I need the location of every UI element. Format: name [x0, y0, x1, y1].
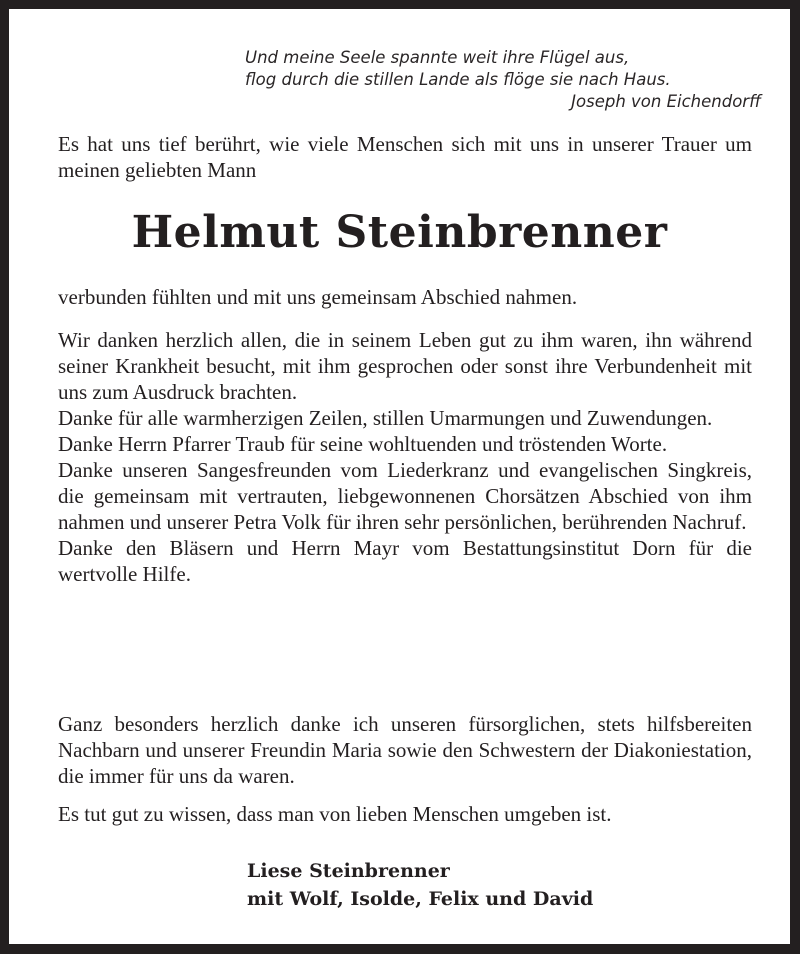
poem-line-1: Und meine Seele spannte weit ihre Flügel aus,	[245, 48, 630, 67]
signature-line-2: mit Wolf, Isolde, Felix und David	[247, 888, 594, 910]
intro-text	[58, 131, 752, 183]
thanks-paragraph: Danke Herrn Pfarrer Traub für seine wohltuenden und tröstenden Worte.	[58, 432, 668, 456]
intro-paragraph: Es hat uns tief berührt, wie viele Menschen sich mit uns in unserer Trauer um meinen geliebten Mann	[58, 132, 752, 182]
after-name-text	[58, 284, 752, 310]
poem-quote	[245, 47, 761, 113]
deceased-name: Helmut Steinbrenner	[131, 207, 668, 258]
thanks-paragraph: Danke für alle warmherzigen Zeilen, stillen Umarmungen und Zuwendungen.	[58, 406, 713, 430]
closing-section	[58, 801, 752, 827]
poem-line-2: flog durch die stillen Lande als flöge sie nach Haus.	[245, 70, 671, 89]
after-name-paragraph: verbunden fühlten und mit uns gemeinsam Abschied nahmen.	[58, 285, 578, 309]
special-thanks-section	[58, 711, 752, 789]
signature-line-1: Liese Steinbrenner	[247, 860, 450, 882]
thanks-section	[58, 327, 752, 587]
closing-paragraph: Es tut gut zu wissen, dass man von lieben Menschen umgeben ist.	[58, 802, 612, 826]
obituary-notice	[9, 9, 790, 944]
thanks-paragraph: Danke unseren Sangesfreunden vom Liederkranz und evangelischen Singkreis, die gemeinsam mit vertrauten, liebgewonnenen Chorsätzen Abschied von ihm nahmen und unserer Petra Volk für ihren sehr persönlichen, berührenden Nachruf.	[58, 458, 752, 534]
thanks-paragraph: Danke den Bläsern und Herrn Mayr vom Bestattungsinstitut Dorn für die wertvolle Hilfe.	[58, 536, 752, 586]
signature	[247, 857, 593, 913]
thanks-paragraph: Wir danken herzlich allen, die in seinem Leben gut zu ihm waren, ihn während seiner Krankheit besucht, mit ihm gesprochen oder sonst ihre Verbundenheit mit uns zum Ausdruck brachten.	[58, 328, 752, 404]
special-thanks-paragraph: Ganz besonders herzlich danke ich unseren fürsorglichen, stets hilfsbereiten Nachbarn und unserer Freundin Maria sowie den Schwestern der Diakoniestation, die immer für uns da waren.	[58, 712, 752, 788]
poem-author: Joseph von Eichendorff	[571, 92, 761, 111]
